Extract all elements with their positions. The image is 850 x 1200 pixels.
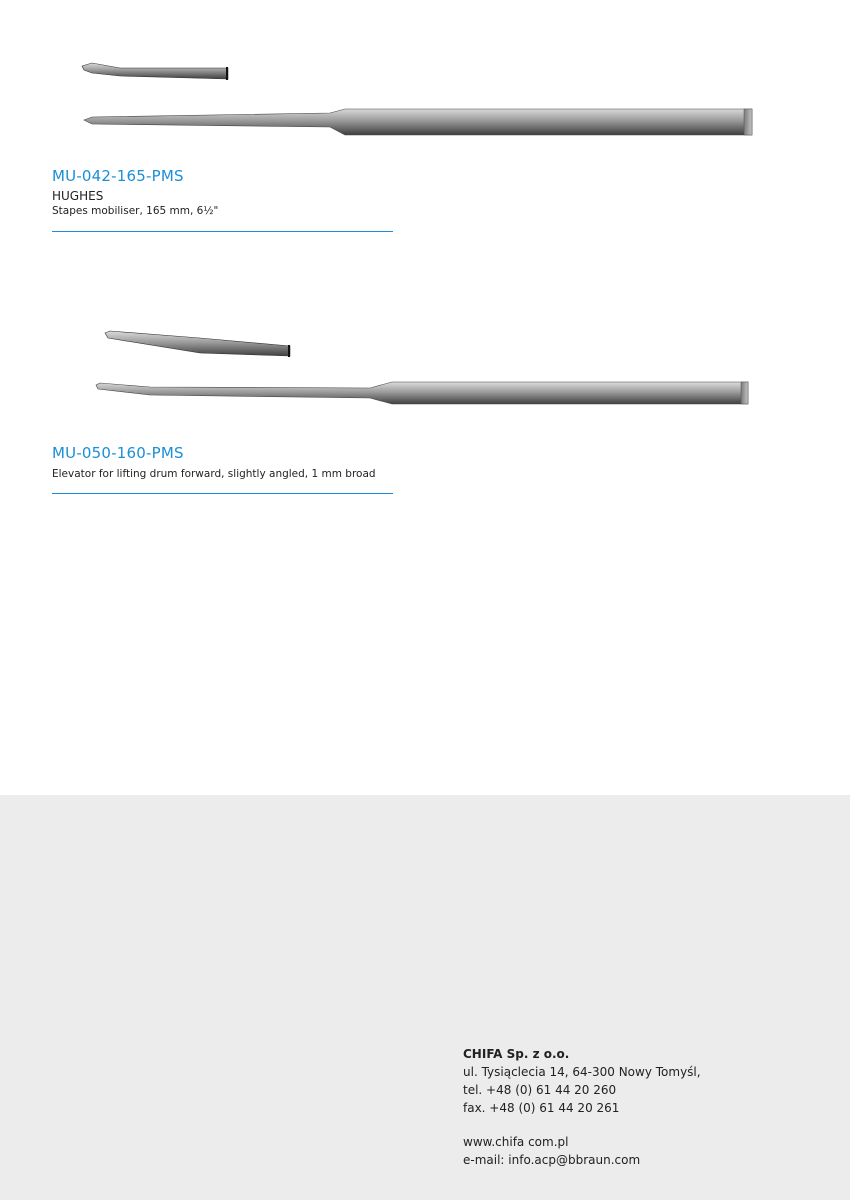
footer <box>0 795 850 1200</box>
product-code: MU-050-160-PMS <box>52 444 184 462</box>
product-entry <box>0 0 850 240</box>
website-link[interactable]: www.chifa com.pl <box>463 1135 569 1149</box>
instrument-full <box>96 382 748 404</box>
product-entry <box>0 300 850 500</box>
fax: fax. +48 (0) 61 44 20 261 <box>463 1101 620 1115</box>
product-code: MU-042-165-PMS <box>52 167 184 185</box>
product-name: HUGHES <box>52 189 104 203</box>
contact-block <box>463 1045 701 1169</box>
product-description: Stapes mobiliser, 165 mm, 6½" <box>52 205 219 217</box>
product-description: Elevator for lifting drum forward, slightly angled, 1 mm broad <box>52 468 376 480</box>
tip-detail <box>82 63 228 80</box>
phone: tel. +48 (0) 61 44 20 260 <box>463 1083 617 1097</box>
divider <box>52 231 393 232</box>
instrument-full <box>84 109 752 135</box>
tip-detail <box>105 331 290 357</box>
address: ul. Tysiąclecia 14, 64-300 Nowy Tomyśl, <box>463 1065 701 1079</box>
email-link[interactable]: e-mail: info.acp@bbraun.com <box>463 1153 641 1167</box>
spacer <box>463 1117 701 1133</box>
stapes-mobiliser-image <box>0 0 850 160</box>
company-name: CHIFA Sp. z o.o. <box>463 1047 570 1061</box>
drum-elevator-image <box>0 300 850 420</box>
divider <box>52 493 393 494</box>
